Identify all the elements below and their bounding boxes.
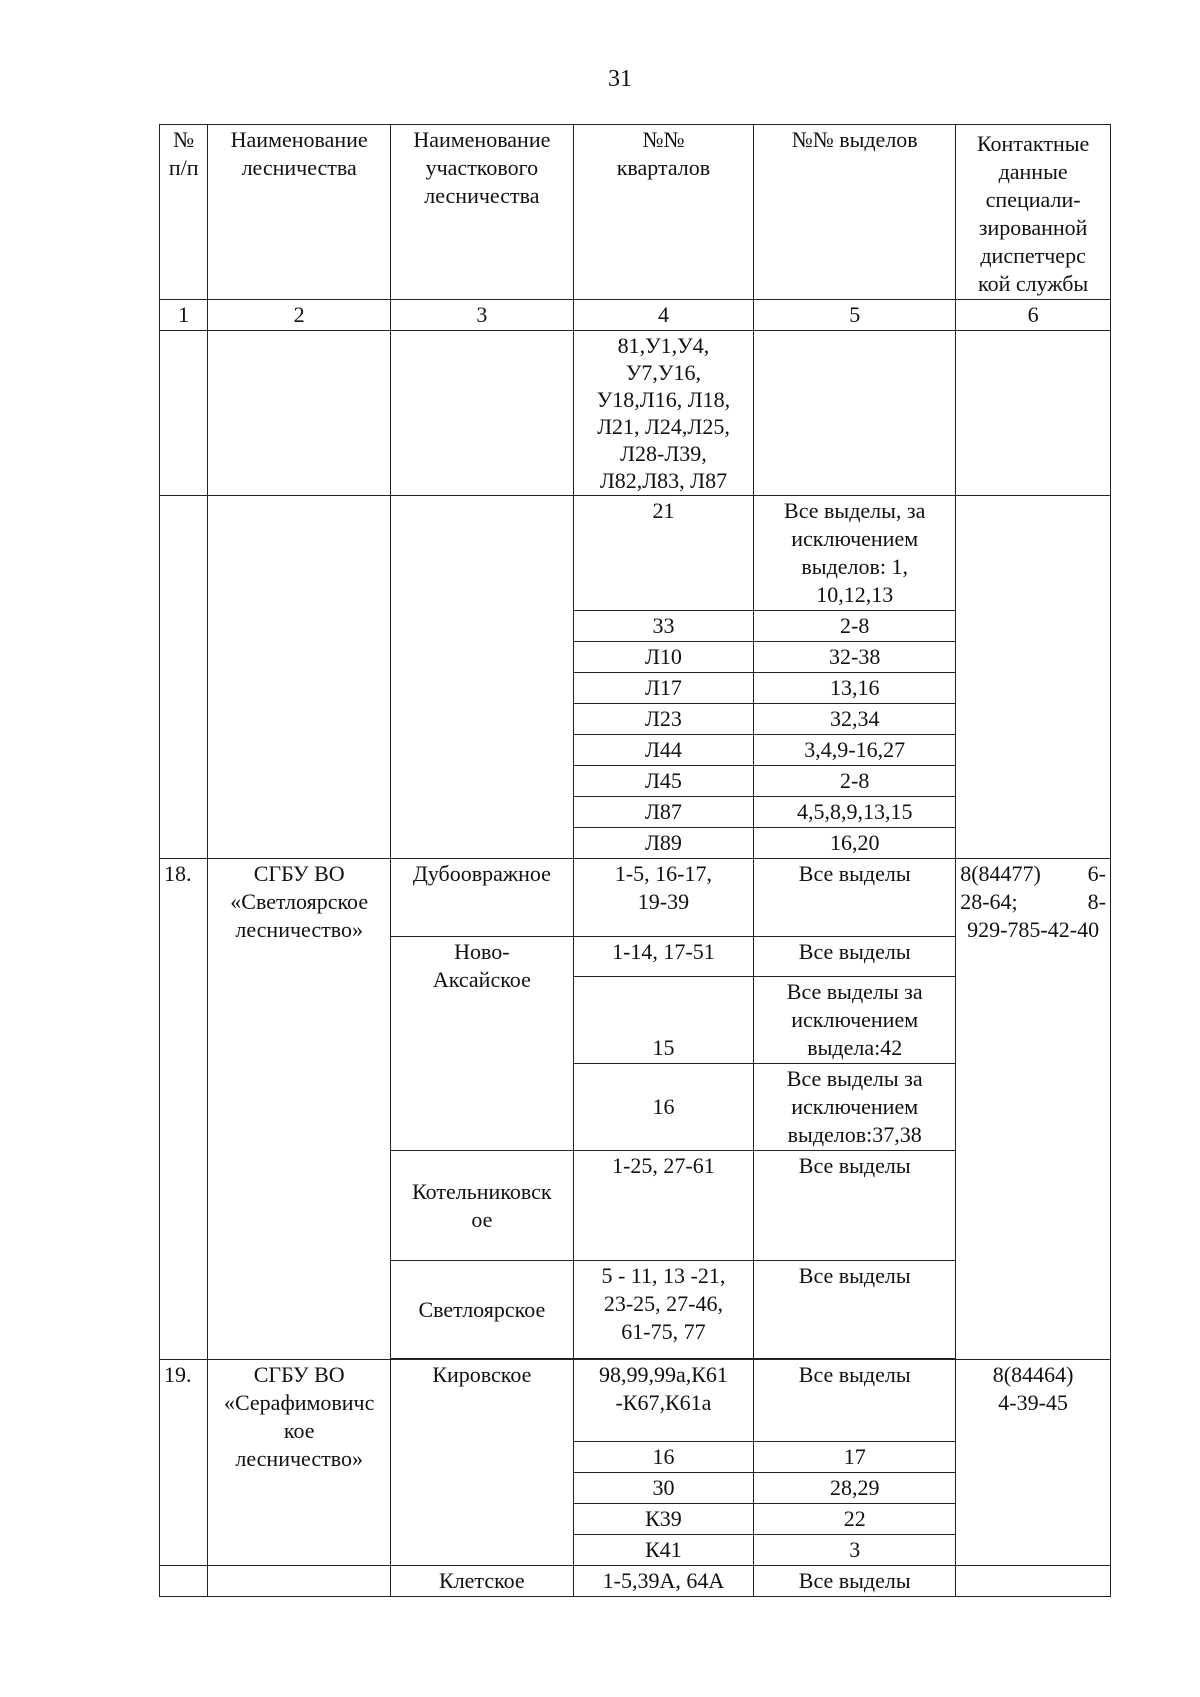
kvartal-cell: Л10	[573, 642, 754, 673]
header-vydely: №№ выделов	[754, 125, 956, 300]
table-row	[160, 1566, 1111, 1597]
contact-cell: 8(84477) 6- 28-64; 8- 929-785-42-40	[956, 859, 1111, 1360]
kvartal-cell: К41	[573, 1535, 754, 1566]
vydely-cell: Все выделы, за исключением выделов: 1, 10,12,13	[754, 496, 956, 611]
kvartal-cell: 15	[573, 977, 754, 1064]
kvartal-cell: 21	[573, 496, 754, 611]
kvartal-cell: К39	[573, 1504, 754, 1535]
vydely-cell: Все выделы за исключением выделов:37,38	[754, 1064, 956, 1151]
uchastok-name: Дубооврaжное	[391, 859, 574, 937]
entry-number: 18.	[160, 859, 208, 1360]
column-number-row	[160, 300, 1111, 331]
page-number: 31	[608, 66, 632, 92]
table-row	[160, 1360, 1111, 1442]
kvartal-cell: Л23	[573, 704, 754, 735]
col-num-3: 3	[391, 300, 574, 331]
table-row	[160, 331, 1111, 496]
uchastok-name: Ново- Аксайское	[391, 937, 574, 1151]
col-num-4: 4	[573, 300, 754, 331]
vydely-cell: 2-8	[754, 766, 956, 797]
vydely-cell: Все выделы	[754, 1261, 956, 1359]
kvartal-cell: Л45	[573, 766, 754, 797]
table-row	[160, 496, 1111, 611]
lesnichestvo-name: СГБУ ВО «Серафимовичс кое лесничество»	[208, 1360, 391, 1566]
kvartaly-cell: 98,99,99а,К61 -К67,К61а	[573, 1360, 754, 1442]
uchastok-name: Клетское	[391, 1566, 574, 1597]
vydely-cell: Все выделы	[754, 859, 956, 937]
vydely-cell: 22	[754, 1504, 956, 1535]
table-row	[160, 859, 1111, 937]
uchastok-name: Светлоярское	[391, 1261, 574, 1359]
col-num-6: 6	[956, 300, 1111, 331]
kvartaly-cell: 81,У1,У4, У7,У16, У18,Л16, Л18, Л21, Л24,Л25, Л28-Л39, Л82,Л83, Л87	[573, 331, 754, 496]
table-header-row	[160, 125, 1111, 300]
kvartal-cell: Л44	[573, 735, 754, 766]
header-uchastok: Наименование участкового лесничества	[391, 125, 574, 300]
contact-cell: 8(84464) 4-39-45	[956, 1360, 1111, 1566]
kvartal-cell: Л87	[573, 797, 754, 828]
vydely-cell: 32,34	[754, 704, 956, 735]
vydely-cell: Все выделы	[754, 1360, 956, 1442]
lesnichestvo-name: СГБУ ВО «Светлоярское лесничество»	[208, 859, 391, 1360]
vydely-cell: 28,29	[754, 1473, 956, 1504]
vydely-cell: Все выделы	[754, 1151, 956, 1261]
vydely-cell: 16,20	[754, 828, 956, 859]
vydely-cell: 3,4,9-16,27	[754, 735, 956, 766]
kvartal-cell: 1-25, 27-61	[573, 1151, 754, 1261]
kvartaly-cell: 5 - 11, 13 -21, 23-25, 27-46, 61-75, 77	[573, 1261, 754, 1359]
col-num-5: 5	[754, 300, 956, 331]
entry-number: 19.	[160, 1360, 208, 1566]
kvartal-cell: 1-14, 17-51	[573, 937, 754, 977]
vydely-cell: Все выделы	[754, 1566, 956, 1597]
header-contacts: Контактные данные специали- зированной диспетчерс кой службы	[956, 125, 1111, 300]
vydely-cell: 3	[754, 1535, 956, 1566]
kvartal-cell: Л17	[573, 673, 754, 704]
kvartaly-cell: 1-5, 16-17, 19-39	[573, 859, 754, 937]
uchastok-name: Кировское	[391, 1360, 574, 1566]
vydely-cell: Все выделы за исключением выдела:42	[754, 977, 956, 1064]
kvartal-cell: 1-5,39А, 64А	[573, 1566, 754, 1597]
kvartal-cell: 16	[573, 1064, 754, 1151]
vydely-cell: 4,5,8,9,13,15	[754, 797, 956, 828]
kvartal-cell: Л89	[573, 828, 754, 859]
vydely-cell: Все выделы	[754, 937, 956, 977]
col-num-1: 1	[160, 300, 208, 331]
vydely-cell: 2-8	[754, 611, 956, 642]
header-kvartaly: №№ кварталов	[573, 125, 754, 300]
kvartal-cell: 16	[573, 1442, 754, 1473]
col-num-2: 2	[208, 300, 391, 331]
uchastok-name: Котельниковск ое	[391, 1151, 574, 1261]
vydely-cell: 13,16	[754, 673, 956, 704]
header-lesnichestvo: Наименование лесничества	[208, 125, 391, 300]
kvartal-cell: 33	[573, 611, 754, 642]
vydely-cell: 32-38	[754, 642, 956, 673]
vydely-cell: 17	[754, 1442, 956, 1473]
header-num: № п/п	[160, 125, 208, 300]
kvartal-cell: 30	[573, 1473, 754, 1504]
forestry-table	[159, 124, 1111, 1597]
